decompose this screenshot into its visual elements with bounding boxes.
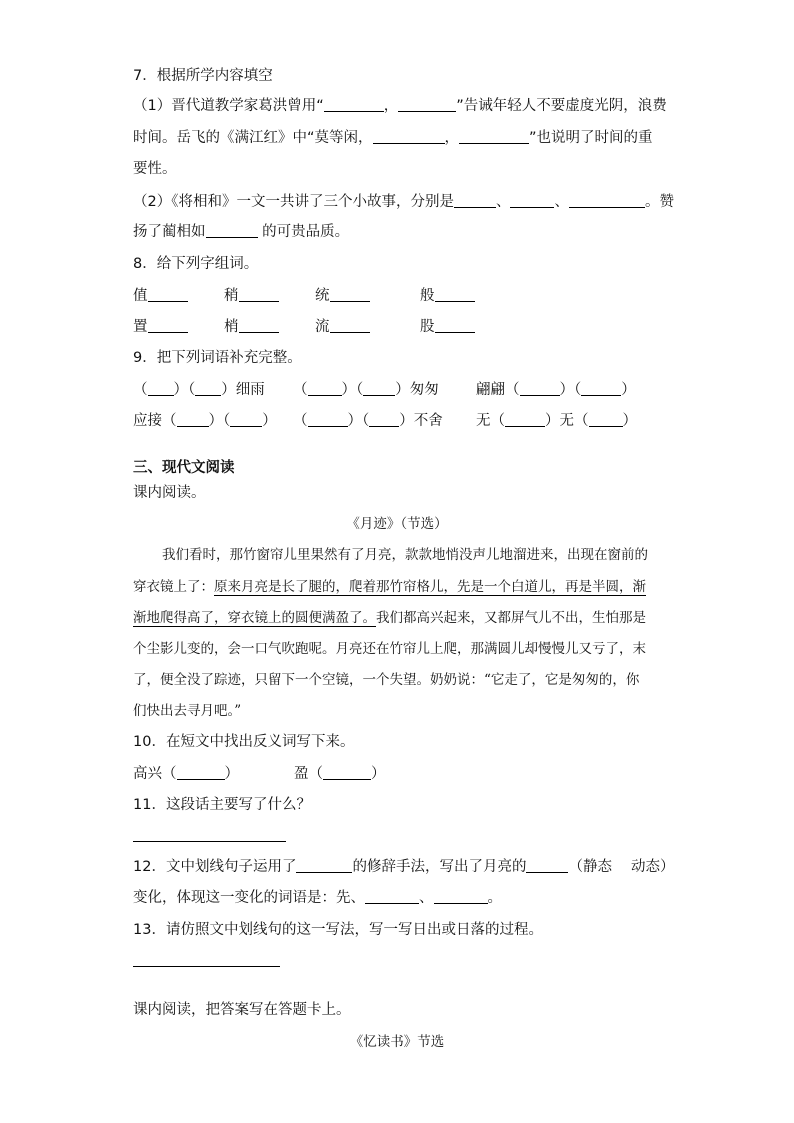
blank[interactable] — [569, 193, 645, 208]
blank[interactable] — [435, 287, 475, 302]
passage-line: 穿衣镜上了：原来月亮是长了腿的，爬着那竹帘格儿，先是一个白道儿，再是半圆，渐 — [133, 579, 646, 595]
blank[interactable] — [459, 129, 529, 144]
q7-part1-line3: 要性。 — [133, 161, 177, 177]
blank[interactable] — [308, 381, 342, 396]
q8-word: 稍 — [224, 286, 279, 306]
answer-line[interactable] — [133, 966, 280, 967]
blank[interactable] — [520, 381, 560, 396]
q8-word: 值 — [133, 286, 188, 306]
blank[interactable] — [373, 129, 445, 144]
blank[interactable] — [581, 381, 621, 396]
q9-item: 应接（ ）（ ） — [133, 413, 277, 429]
q9-item: 无（ ）无（ ） — [476, 413, 637, 429]
blank[interactable] — [323, 765, 371, 780]
passage-line: 了，便全没了踪迹，只留下一个空镜，一个失望。奶奶说：“它走了，它是匆匆的，你 — [133, 672, 640, 688]
blank[interactable] — [195, 381, 221, 396]
passage-title: 《月迹》（节选） — [346, 516, 448, 532]
blank[interactable] — [398, 97, 456, 112]
q8-word: 统 — [315, 286, 370, 306]
blank[interactable] — [454, 193, 496, 208]
blank[interactable] — [330, 318, 370, 333]
q7-part2-line1: （2）《将相和》一文一共讲了三个小故事，分别是 、 、 。赞 — [133, 194, 674, 210]
blank[interactable] — [510, 193, 554, 208]
q9-item: 翩翩（ ）（ ） — [476, 382, 636, 398]
q9-item: （ ）（ ）细雨 — [133, 382, 265, 398]
section-intro: 课内阅读，把答案写在答题卡上。 — [133, 1002, 351, 1018]
q9-item: （ ）（ ）不舍 — [293, 413, 443, 429]
blank[interactable] — [369, 412, 399, 427]
blank[interactable] — [148, 318, 188, 333]
blank[interactable] — [589, 412, 623, 427]
q8-word: 般 — [420, 286, 475, 306]
q8-word: 置 — [133, 317, 188, 337]
q13-title: 13．请仿照文中划线句的这一写法，写一写日出或日落的过程。 — [133, 922, 543, 938]
q8-word: 梢 — [224, 317, 279, 337]
blank[interactable] — [239, 287, 279, 302]
q11-title: 11．这段话主要写了什么？ — [133, 797, 311, 813]
blank[interactable] — [505, 412, 545, 427]
q9-item: （ ）（ ）匆匆 — [293, 382, 439, 398]
blank[interactable] — [177, 412, 209, 427]
blank[interactable] — [230, 412, 262, 427]
answer-line[interactable] — [133, 841, 286, 842]
q12-line2: 变化，体现这一变化的词语是：先、 、 。 — [133, 890, 502, 906]
q10-item: 高兴（ ） — [133, 766, 239, 782]
passage-line: 我们看时，那竹窗帘儿里果然有了月亮，款款地悄没声儿地溜进来，出现在窗前的 — [162, 547, 648, 563]
passage-line: 渐地爬得高了，穿衣镜上的圆便满盈了。我们都高兴起来，又都屏气儿不出，生怕那是 — [133, 610, 646, 626]
q8-word: 股 — [420, 317, 475, 337]
q9-title: 9．把下列词语补充完整。 — [133, 350, 302, 366]
blank[interactable] — [177, 765, 225, 780]
blank[interactable] — [363, 381, 395, 396]
q10-item: 盈（ ） — [294, 766, 386, 782]
blank[interactable] — [206, 223, 258, 238]
q7-title: 7．根据所学内容填空 — [133, 68, 273, 84]
blank[interactable] — [148, 287, 188, 302]
blank[interactable] — [239, 318, 279, 333]
passage-title: 《忆读书》节选 — [349, 1034, 445, 1050]
passage-line: 们快出去寻月吧。” — [133, 703, 242, 719]
q7-part2-line2: 扬了蔺相如 的可贵品质。 — [133, 224, 350, 240]
underlined-sentence: 原来月亮是长了腿的，爬着那竹帘格儿，先是一个白道儿，再是半圆，渐 — [214, 579, 646, 595]
blank[interactable] — [330, 287, 370, 302]
blank[interactable] — [435, 318, 475, 333]
q8-word: 流 — [315, 317, 370, 337]
underlined-sentence: 渐地爬得高了，穿衣镜上的圆便满盈了。 — [133, 610, 376, 626]
q10-title: 10．在短文中找出反义词写下来。 — [133, 734, 355, 750]
section-intro: 课内阅读。 — [133, 485, 206, 501]
blank[interactable] — [296, 858, 352, 873]
blank[interactable] — [526, 858, 568, 873]
section-heading: 三、现代文阅读 — [133, 460, 235, 476]
blank[interactable] — [324, 97, 384, 112]
q8-title: 8．给下列字组词。 — [133, 256, 259, 272]
q12-line1: 12．文中划线句子运用了 的修辞手法，写出了月亮的 （静态 动态） — [133, 859, 675, 875]
blank[interactable] — [148, 381, 174, 396]
passage-line: 个尘影儿变的，会一口气吹跑呢。月亮还在竹帘儿上爬，那满圆儿却慢慢儿又亏了，末 — [133, 641, 646, 657]
blank[interactable] — [365, 889, 419, 904]
blank[interactable] — [308, 412, 348, 427]
q7-part1-line1: （1）晋代道教学家葛洪曾用“ ， ”告诫年轻人不要虚度光阴，浪费 — [133, 98, 667, 114]
blank[interactable] — [434, 889, 488, 904]
q7-part1-line2: 时间。岳飞的《满江红》中“莫等闲， ， ”也说明了时间的重 — [133, 130, 653, 146]
